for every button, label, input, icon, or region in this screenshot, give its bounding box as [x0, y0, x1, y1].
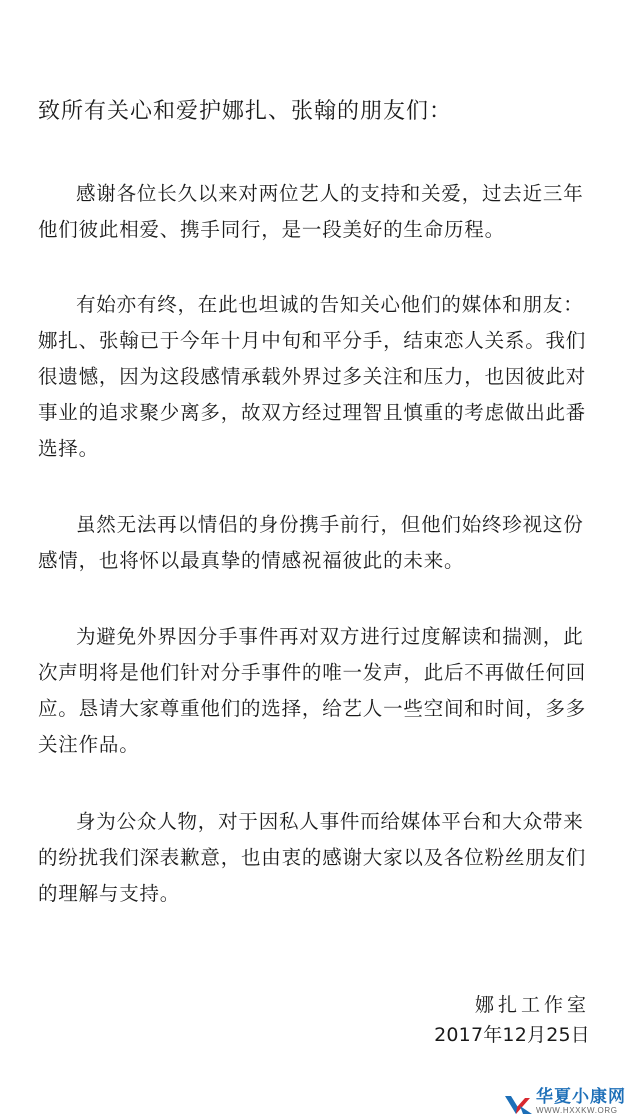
signature-name: 娜扎工作室	[474, 994, 590, 1016]
paragraph-blessing	[38, 507, 584, 579]
paragraph-line: 虽然无法再以情侣的身份携手前行，但他们始终珍视这份	[76, 513, 584, 536]
paragraph-line: 选择。	[38, 437, 99, 460]
paragraph-line: 身为公众人物，对于因私人事件而给媒体平台和大众带来	[76, 810, 584, 833]
salutation: 致所有关心和爱护娜扎、张翰的朋友们：	[38, 99, 453, 124]
paragraph-line: 应。恳请大家尊重他们的选择，给艺人一些空间和时间，多多	[38, 697, 587, 720]
paragraph-gratitude	[38, 176, 584, 248]
paragraph-line: 感情，也将怀以最真挚的情感祝福彼此的未来。	[38, 549, 465, 572]
paragraph-line: 很遗憾，因为这段感情承载外界过多关注和压力，也因彼此对	[38, 365, 587, 388]
paragraph-line: 的理解与支持。	[38, 882, 181, 905]
paragraph-apology	[38, 804, 586, 912]
watermark-text	[536, 1088, 626, 1116]
paragraph-sole-statement	[38, 619, 586, 763]
paragraph-line: 为避免外界因分手事件再对双方进行过度解读和揣测，此	[76, 625, 584, 648]
watermark-url: WWW.HXXKW.ORG	[536, 1106, 618, 1115]
site-watermark	[503, 1088, 626, 1116]
site-logo-icon	[503, 1092, 533, 1116]
paragraph-line: 次声明将是他们针对分手事件的唯一发声，此后不再做任何回	[38, 661, 587, 684]
paragraph-line: 有始亦有终，在此也坦诚的告知关心他们的媒体和朋友：	[76, 293, 584, 316]
paragraph-line: 娜扎、张翰已于今年十月中旬和平分手，结束恋人关系。我们	[38, 329, 587, 352]
watermark-title: 华夏小康网	[536, 1087, 626, 1107]
signature-date: 2017年12月25日	[434, 1024, 590, 1046]
paragraph-line: 关注作品。	[38, 733, 140, 756]
paragraph-announcement	[38, 287, 586, 467]
paragraph-line: 的纷扰我们深表歉意，也由衷的感谢大家以及各位粉丝朋友们	[38, 846, 587, 869]
paragraph-line: 他们彼此相爱、携手同行，是一段美好的生命历程。	[38, 218, 505, 241]
signature-block	[434, 990, 590, 1050]
paragraph-line: 感谢各位长久以来对两位艺人的支持和关爱，过去近三年	[76, 182, 584, 205]
paragraph-line: 事业的追求聚少离多，故双方经过理智且慎重的考虑做出此番	[38, 401, 587, 424]
